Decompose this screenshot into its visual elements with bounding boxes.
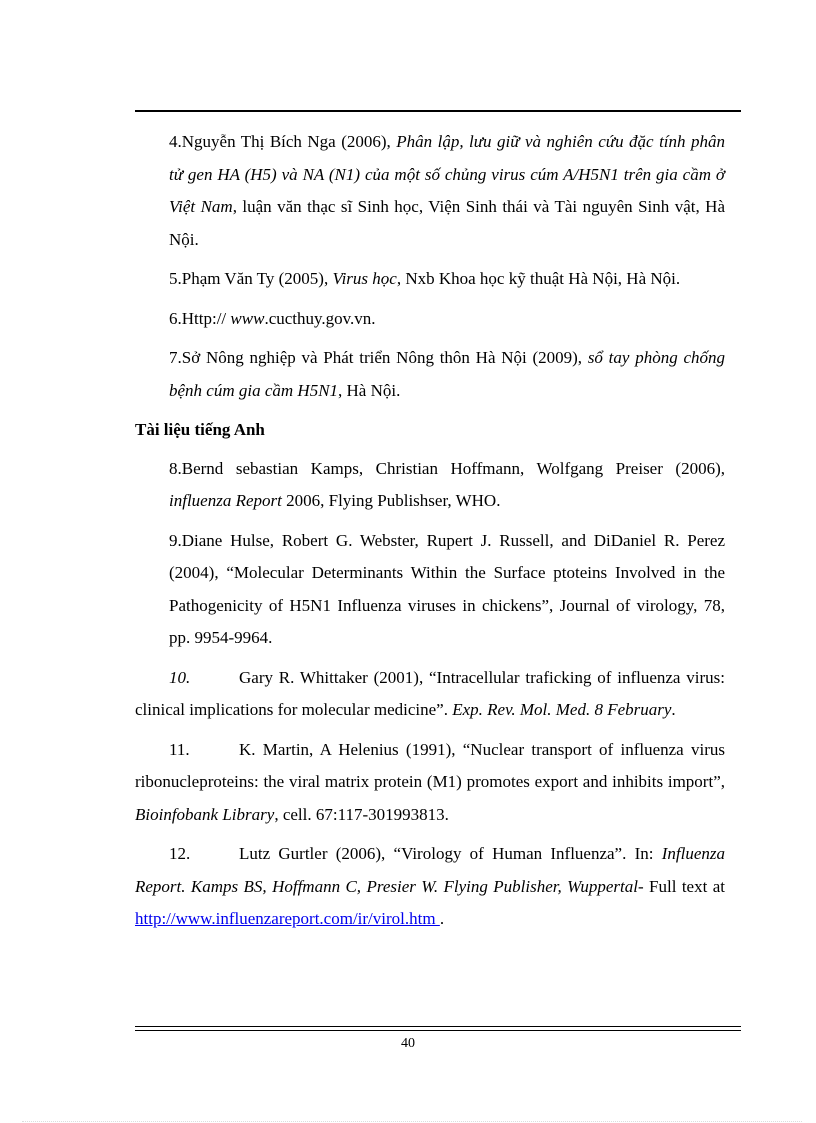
reference-9 (135, 525, 725, 655)
reference-6 (135, 303, 725, 336)
reference-12 (135, 838, 725, 936)
page-edge-dots (22, 1121, 802, 1122)
reference-authors: K. Martin, A Helenius (1991), “Nuclear transport of influenza virus ribonucleproteins: the viral matrix protein (M1) promotes export and inhibits import”, (135, 739, 725, 791)
reference-number: 4. (169, 132, 182, 151)
reference-details: , Hà Nội. (338, 380, 401, 400)
reference-number: 12. (169, 844, 191, 863)
reference-source: Exp. Rev. Mol. Med. 8 February (452, 700, 672, 719)
reference-url-domain: .cucthuy.gov.vn. (264, 308, 376, 328)
reference-authors: Phạm Văn Ty (2005), (181, 269, 333, 288)
reference-authors: Lutz Gurtler (2006), “Virology of Human Influenza”. In: (239, 844, 662, 863)
reference-fulltext-label: - Full text at (637, 876, 725, 896)
section-heading-english-references: Tài liệu tiếng Anh (135, 420, 265, 439)
reference-fulltext-link[interactable]: http://www.influenzareport.com/ir/virol.htm (135, 909, 440, 928)
reference-11 (135, 734, 725, 832)
footer-rule (135, 1026, 741, 1031)
reference-title: sổ tay phòng chống bệnh cúm gia cầm H5N1 (169, 348, 725, 400)
reference-number: 11. (169, 739, 190, 759)
page-number: 40 (401, 1036, 415, 1051)
reference-title: Virus học (332, 269, 397, 288)
reference-10 (135, 662, 725, 727)
reference-list (135, 126, 725, 943)
reference-authors: Bernd sebastian Kamps, Christian Hoffmann, Wolfgang Preiser (2006), (181, 458, 725, 478)
reference-8 (135, 453, 725, 518)
reference-source: Bioinfobank Library (135, 804, 275, 824)
reference-number: 5. (169, 269, 182, 288)
reference-5 (135, 263, 725, 296)
reference-authors: Gary R. Whittaker (2001), “Intracellular traficking of influenza virus: clinical implications for molecular medicine”. (135, 667, 725, 719)
reference-title: influenza Report (169, 491, 282, 510)
reference-details: . (671, 700, 676, 719)
reference-4 (135, 126, 725, 256)
reference-url-www: www (230, 308, 265, 328)
reference-number: 10. (169, 667, 191, 687)
reference-authors: Sở Nông nghiệp và Phát triển Nông thôn Hà Nội (2009), (181, 348, 588, 367)
reference-title: Phân lập, lưu giữ và nghiên cứu đặc tính phân tử gen HA (H5) và NA (N1) của một số chủng virus cúm A/H5N1 trên gia cầm ở Việt Nam (169, 132, 725, 216)
reference-source: Influenza Report. Kamps BS, Hoffmann C, Presier W. Flying Publisher, Wuppertal (135, 844, 725, 896)
reference-text: Diane Hulse, Robert G. Webster, Rupert J. Russell, and DiDaniel R. Perez (2004), “Molecular Determinants Within the Surface ptoteins Involved in the Pathogenicity of H5N1 Influenza viruses in chickens”, Journal of virology, 78, pp. 9954-9964. (169, 530, 725, 647)
reference-url-prefix: Http:// (181, 308, 231, 328)
reference-end: . (439, 909, 445, 928)
reference-details: , cell. 67:117-301993813. (274, 804, 449, 824)
reference-number: 9. (169, 530, 182, 550)
reference-number: 8. (169, 458, 182, 478)
reference-number: 7. (169, 348, 182, 367)
reference-details: , Nxb Khoa học kỹ thuật Hà Nội, Hà Nội. (396, 269, 681, 288)
reference-authors: Nguyễn Thị Bích Nga (2006), (181, 132, 397, 151)
reference-7 (135, 342, 725, 407)
header-rule (135, 110, 741, 112)
reference-details: , luận văn thạc sĩ Sinh học, Viện Sinh thái và Tài nguyên Sinh vật, Hà Nội. (169, 197, 725, 249)
reference-number: 6. (169, 308, 182, 328)
reference-details: 2006, Flying Publishser, WHO. (281, 491, 501, 510)
